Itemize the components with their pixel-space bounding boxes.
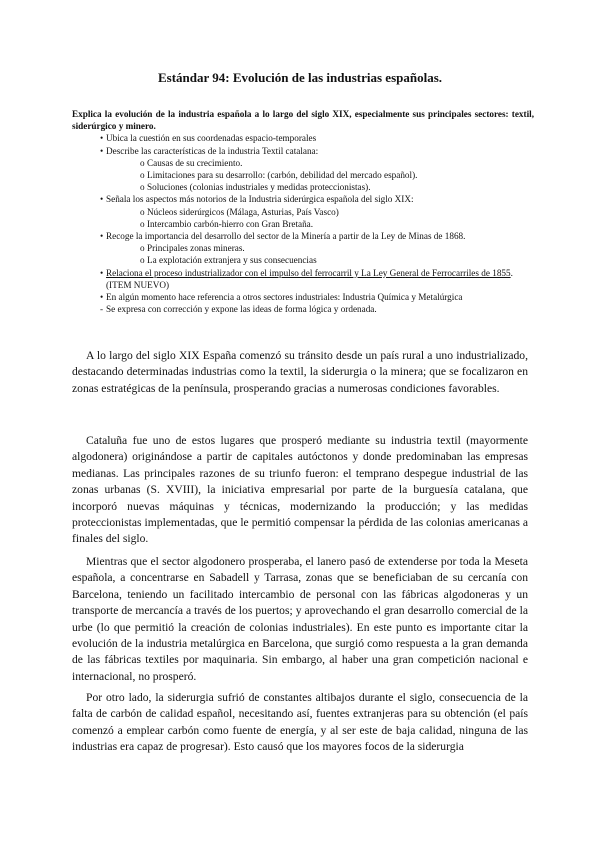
bullet-dot: • — [100, 267, 104, 278]
criteria-item — [72, 132, 534, 144]
bullet-circle: o — [140, 255, 145, 266]
bullet-dash: - — [100, 304, 104, 315]
criteria-text: Relaciona el proceso industrializador con el impulso del ferrocarril y La Ley General de Ferrocarriles de 1855 — [106, 267, 511, 278]
bullet-circle: o — [140, 182, 145, 193]
bullet-dot: • — [100, 145, 104, 156]
criteria-subtext: Principales zonas mineras. — [147, 243, 245, 254]
bullet-circle: o — [140, 157, 145, 168]
body-paragraph — [72, 348, 528, 397]
criteria-item — [72, 230, 534, 242]
paragraph-text: A lo largo del siglo XIX España comenzó su tránsito desde un país rural a uno industrializado, destacando determinadas industrias como la textil, la siderurgia o la minera; que se focalizaron en zonas estratégicas de la península, prosperando gracias a numerosas condiciones favorables. — [72, 349, 528, 395]
criteria-block — [72, 108, 534, 315]
paragraph-text: Por otro lado, la siderurgia sufrió de constantes altibajos durante el siglo, consecuencia de la falta de carbón de calidad español, necesitando así, fuentes extranjeras para su obtención (el país comenzó a emplear carbón como fuente de energía, y al ser este de baja calidad, ninguna de las industrias era capaz de progresar). Esto causó que los mayores focos de la siderurgia — [72, 691, 528, 754]
body-paragraph — [72, 690, 528, 756]
criteria-subtext: Soluciones (colonias industriales y medidas proteccionistas). — [147, 182, 371, 193]
criteria-item — [72, 193, 534, 205]
criteria-subitem — [72, 169, 534, 181]
criteria-subitem — [72, 181, 534, 193]
bullet-dot: • — [100, 231, 104, 242]
criteria-text: En algún momento hace referencia a otros sectores industriales: Industria Química y Metalúrgica — [106, 292, 463, 303]
bullet-circle: o — [140, 218, 145, 229]
criteria-subtext: Intercambio carbón-hierro con Gran Bretaña. — [147, 218, 314, 229]
bullet-circle: o — [140, 206, 145, 217]
criteria-text: Ubica la cuestión en sus coordenadas espacio-temporales — [106, 133, 317, 144]
criteria-text: Recoge la importancia del desarrollo del sector de la Minería a partir de la Ley de Minas de 1868. — [106, 231, 466, 242]
criteria-item — [72, 145, 534, 157]
document-title: Estándar 94: Evolución de las industrias españolas. — [157, 70, 443, 85]
criteria-item-new — [72, 267, 534, 291]
bullet-dot: • — [100, 133, 104, 144]
criteria-subitem — [72, 254, 534, 266]
criteria-text: Se expresa con corrección y expone las ideas de forma lógica y ordenada. — [106, 304, 377, 315]
criteria-text: Señala los aspectos más notorios de la Industria siderúrgica española del siglo XIX: — [106, 194, 414, 205]
bullet-circle: o — [140, 243, 145, 254]
paragraph-text: Cataluña fue uno de estos lugares que prosperó mediante su industria textil (mayormente algodonera) originándose a partir de capitales autóctonos y donde predominaban las empresas medianas. Las principales razones de su triunfo fueron: el temprano despegue industrial de las zonas urbanas (S. XVIII), la iniciativa empresarial por parte de la burguesía catalana, que incorporó nuevas máquinas y técnicas, modernizando la producción; y las medidas proteccionistas implementadas, que le permitió compensar la pérdida de las colonias americanas a finales del siglo. — [72, 434, 528, 546]
criteria-subtext: Núcleos siderúrgicos (Málaga, Asturias, País Vasco) — [147, 206, 339, 217]
paragraph-text: Mientras que el sector algodonero prosperaba, el lanero pasó de extenderse por toda la Meseta española, a concentrarse en Sabadell y Tarrasa, zonas que se beneficiaban de su cercanía con Barcelona, teniendo un facilitado intercambio de personal con las fábricas algodoneras y un transporte de mercancía a través de los puertos; y aprovechando el gran desarrollo comercial de la urbe (lo que permitió la creación de colonias industriales). En este punto es importante citar la evolución de la industria metalúrgica en Barcelona, que surgió como respuesta a la gran demanda de las fábricas textiles por maquinaria. Sin embargo, al haber una gran competición nacional e internacional, no prosperó. — [72, 555, 528, 683]
criteria-item — [72, 291, 534, 303]
criteria-subtext: Causas de su crecimiento. — [147, 157, 243, 168]
bullet-dot: • — [100, 194, 104, 205]
criteria-subitem — [72, 206, 534, 218]
bullet-circle: o — [140, 170, 145, 181]
criteria-lead: Explica la evolución de la industria española a lo largo del siglo XIX, especialmente sus principales sectores: textil, siderúrgico y minero. — [72, 109, 534, 132]
criteria-subtext: Limitaciones para su desarrollo: (carbón, debilidad del mercado español). — [147, 170, 418, 181]
criteria-subitem — [72, 242, 534, 254]
criteria-subtext: La explotación extranjera y sus consecuencias — [147, 255, 317, 266]
criteria-item — [72, 303, 534, 315]
criteria-subitem — [72, 218, 534, 230]
criteria-text: Describe las características de la industria Textil catalana: — [106, 145, 319, 156]
criteria-subitem — [72, 157, 534, 169]
body-paragraph — [72, 554, 528, 685]
body-paragraph — [72, 433, 528, 548]
bullet-dot: • — [100, 292, 104, 303]
new-item-note: . (ITEM NUEVO) — [106, 267, 513, 290]
